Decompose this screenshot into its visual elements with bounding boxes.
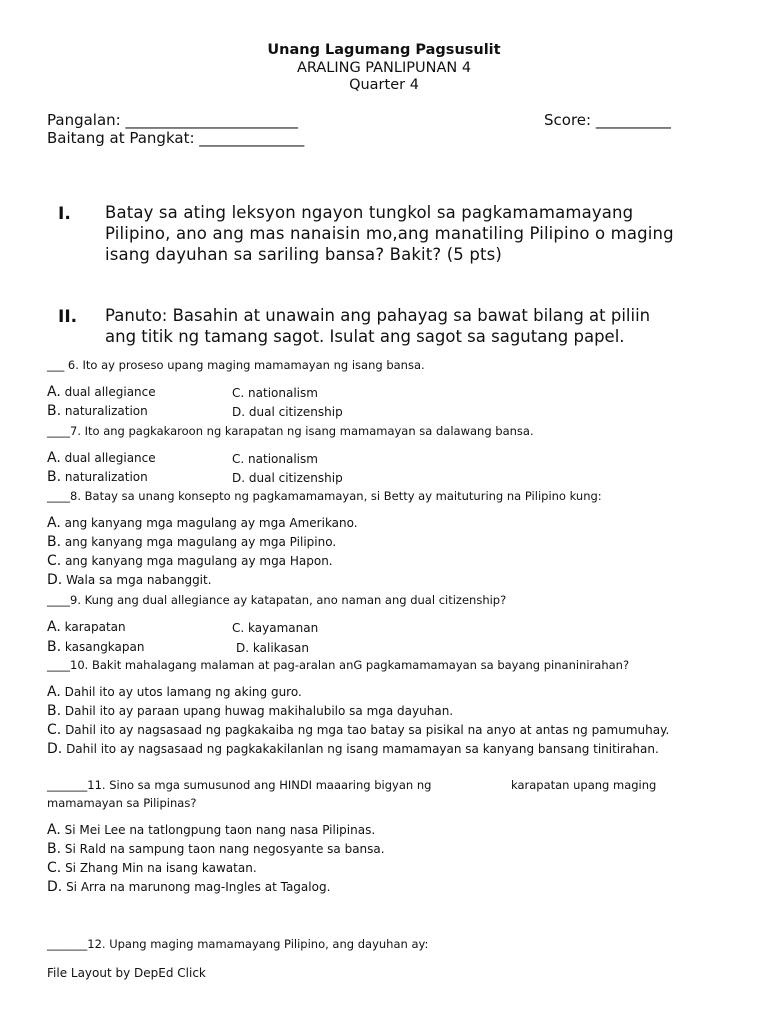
- answer-option: [236, 641, 309, 655]
- answer-option: [47, 572, 212, 588]
- section-line: Panuto: Basahin at unawain ang pahayag sa bawat bilang at piliin: [105, 306, 651, 325]
- option-text: dual citizenship: [248, 471, 343, 485]
- answer-option: [47, 450, 156, 466]
- option-text: Dahil ito ay nagsasaad ng pagkakakilanlan ng isang mamamayan sa kanyang bansang tinitirahan.: [66, 742, 659, 756]
- question-text: _______12. Upang maging mamamayang Pilipino, ang dayuhan ay:: [47, 937, 429, 951]
- name-field: Pangalan: _______________________: [47, 111, 298, 129]
- option-letter: B.: [47, 639, 62, 655]
- answer-option: [47, 860, 257, 876]
- score-field: Score: __________: [544, 111, 671, 129]
- question-text: ___ 6. Ito ay proseso upang maging mamamayan ng isang bansa.: [47, 358, 425, 372]
- option-letter: A.: [47, 384, 61, 400]
- option-text: ang kanyang mga magulang ay mga Pilipino.: [64, 535, 337, 549]
- option-text: dual allegiance: [64, 385, 156, 399]
- subject-title: ARALING PANLIPUNAN 4: [296, 60, 472, 76]
- option-text: Si Mei Lee na tatlongpung taon nang nasa Pilipinas.: [64, 823, 376, 837]
- question-text: _______11. Sino sa mga sumusunod ang HINDI maaaring bigyan ng: [47, 778, 432, 792]
- option-text: ang kanyang mga magulang ay mga Amerikano.: [64, 516, 358, 530]
- answer-option: [47, 534, 336, 550]
- option-letter: D.: [236, 641, 250, 655]
- option-letter: B.: [47, 403, 62, 419]
- answer-option: [47, 879, 330, 895]
- answer-option: [47, 741, 659, 757]
- answer-option: [232, 452, 318, 466]
- section-line: ang titik ng tamang sagot. Isulat ang sagot sa sagutang papel.: [105, 327, 625, 346]
- answer-option: [47, 722, 669, 738]
- option-text: Dahil ito ay utos lamang ng aking guro.: [64, 685, 302, 699]
- answer-option: [47, 553, 333, 569]
- option-letter: D.: [232, 471, 246, 485]
- answer-option: [47, 684, 302, 700]
- section-number: I.: [58, 204, 71, 224]
- option-text: kalikasan: [252, 641, 309, 655]
- section-line: Batay sa ating leksyon ngayon tungkol sa pagkamamamayang: [105, 203, 634, 222]
- section-instruction: [105, 305, 719, 347]
- answer-option: [47, 841, 385, 857]
- answer-option: [47, 619, 126, 635]
- question-text: ____7. Ito ang pagkakaroon ng karapatan ng isang mamamayan sa dalawang bansa.: [47, 424, 534, 438]
- option-text: Dahil ito ay paraan upang huwag makihalubilo sa mga dayuhan.: [64, 704, 454, 718]
- option-letter: A.: [47, 515, 61, 531]
- section-line: isang dayuhan sa sariling bansa? Bakit? (5 pts): [105, 245, 502, 264]
- answer-option: [47, 822, 375, 838]
- answer-option: [47, 384, 156, 400]
- option-text: dual allegiance: [64, 451, 156, 465]
- option-letter: C.: [232, 386, 245, 400]
- question-text: ____10. Bakit mahalagang malaman at pag-aralan anG pagkamamamayan sa bayang pinaninirahan?: [47, 658, 630, 672]
- question-text: mamamayan sa Pilipinas?: [47, 796, 197, 810]
- option-letter: B.: [47, 534, 62, 550]
- document-title: Unang Lagumang Pagsusulit: [267, 42, 501, 58]
- question-text: ____9. Kung ang dual allegiance ay katapatan, ano naman ang dual citizenship?: [47, 593, 507, 607]
- option-text: kasangkapan: [64, 640, 145, 654]
- option-text: Si Zhang Min na isang kawatan.: [65, 861, 257, 875]
- answer-option: [232, 386, 318, 400]
- section-instruction: [105, 202, 719, 265]
- option-letter: D.: [232, 405, 246, 419]
- option-text: Wala sa mga nabanggit.: [66, 573, 212, 587]
- option-text: karapatan: [64, 620, 126, 634]
- answer-option: [232, 405, 343, 419]
- option-text: Si Arra na marunong mag-Ingles at Tagalog.: [66, 880, 331, 894]
- answer-option: [47, 515, 358, 531]
- option-text: nationalism: [248, 452, 318, 466]
- option-text: naturalization: [64, 470, 148, 484]
- answer-option: [47, 403, 148, 419]
- option-letter: B.: [47, 703, 62, 719]
- answer-option: [232, 471, 343, 485]
- option-letter: D.: [47, 572, 63, 588]
- option-letter: C.: [47, 722, 62, 738]
- section-number: II.: [58, 307, 78, 327]
- option-text: nationalism: [248, 386, 318, 400]
- option-text: Si Rald na sampung taon nang negosyante sa bansa.: [64, 842, 385, 856]
- question-text: ____8. Batay sa unang konsepto ng pagkamamamayan, si Betty ay maituturing na Pilipino kung:: [47, 489, 602, 503]
- grade-section-field: Baitang at Pangkat: ______________: [47, 129, 305, 147]
- option-letter: D.: [47, 879, 63, 895]
- quarter-label: Quarter 4: [349, 77, 419, 93]
- answer-option: [47, 469, 148, 485]
- option-letter: C.: [47, 553, 62, 569]
- option-text: ang kanyang mga magulang ay mga Hapon.: [65, 554, 333, 568]
- footer-credit: File Layout by DepEd Click: [47, 966, 206, 980]
- answer-option: [232, 621, 318, 635]
- option-text: Dahil ito ay nagsasaad ng pagkakaiba ng mga tao batay sa pisikal na anyo at antas ng pamumuhay.: [65, 723, 670, 737]
- option-letter: B.: [47, 469, 62, 485]
- option-letter: A.: [47, 822, 61, 838]
- option-letter: B.: [47, 841, 62, 857]
- option-letter: A.: [47, 619, 61, 635]
- option-letter: C.: [232, 452, 245, 466]
- option-letter: D.: [47, 741, 63, 757]
- option-letter: A.: [47, 450, 61, 466]
- option-letter: C.: [232, 621, 245, 635]
- option-text: dual citizenship: [248, 405, 343, 419]
- option-text: naturalization: [64, 404, 148, 418]
- option-text: kayamanan: [248, 621, 319, 635]
- section-line: Pilipino, ano ang mas nanaisin mo,ang manatiling Pilipino o maging: [105, 224, 674, 243]
- option-letter: C.: [47, 860, 62, 876]
- question-text: karapatan upang maging: [511, 778, 657, 792]
- option-letter: A.: [47, 684, 61, 700]
- answer-option: [47, 703, 453, 719]
- answer-option: [47, 639, 144, 655]
